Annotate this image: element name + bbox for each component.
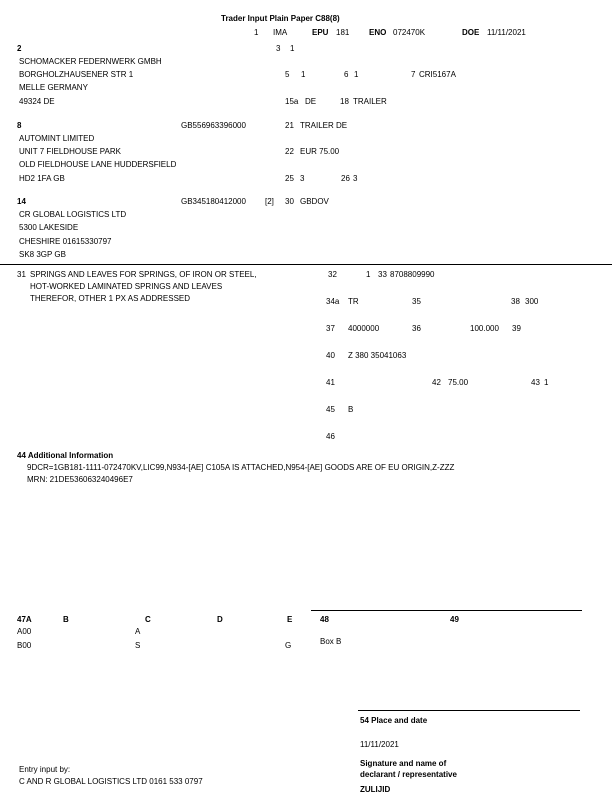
consignee-line: HD2 1FA GB <box>19 174 65 183</box>
box-36-number: 36 <box>412 324 421 333</box>
box-5-number: 5 <box>285 70 290 79</box>
box-8-number: 8 <box>17 121 22 130</box>
box-1-number: 1 <box>254 28 259 37</box>
box-41-number: 41 <box>326 378 335 387</box>
consignee-eori: GB556963396000 <box>181 121 246 130</box>
entry-input-by: C AND R GLOBAL LOGISTICS LTD 0161 533 0797 <box>19 777 203 786</box>
consignee-line: UNIT 7 FIELDHOUSE PARK <box>19 147 121 156</box>
box-2-number: 2 <box>17 44 22 53</box>
box-5-value: 1 <box>301 70 306 79</box>
box-1-value: IMA <box>273 28 288 37</box>
box-39-number: 39 <box>512 324 521 333</box>
goods-description-line: THEREFOR, OTHER 1 PX AS ADDRESSED <box>30 294 191 303</box>
declarant-line: SK8 3GP GB <box>19 250 66 259</box>
consignor-line: SCHOMACKER FEDERNWERK GMBH <box>19 57 162 66</box>
box-7-value: CRI5167A <box>419 70 456 79</box>
place-and-date-label: 54 Place and date <box>360 716 428 725</box>
box-32-number: 32 <box>328 270 337 279</box>
declarant-line: CR GLOBAL LOGISTICS LTD <box>19 210 127 219</box>
box-34a-number: 34a <box>326 297 340 306</box>
box-47-col-e: E <box>287 615 293 624</box>
additional-info-line: 9DCR=1GB181-1111-072470KV,LIC99,N934-[AE] C105A IS ATTACHED,N954-[AE] GOODS ARE OF EU ORIGIN,Z-ZZZ <box>27 463 455 472</box>
box-35-number: 35 <box>412 297 421 306</box>
box-47-col-a: 47A <box>17 615 32 624</box>
box-34a-value: TR <box>348 297 359 306</box>
tax-row-c: S <box>135 641 141 650</box>
signature-label: declarant / representative <box>360 770 457 779</box>
goods-description-line: HOT-WORKED LAMINATED SPRINGS AND LEAVES <box>30 282 223 291</box>
box-3-value: 1 <box>290 44 295 53</box>
consignor-line: BORGHOLZHAUSENER STR 1 <box>19 70 134 79</box>
box-b-label: Box B <box>320 637 342 646</box>
box-26-number: 26 <box>341 174 350 183</box>
box-25-number: 25 <box>285 174 294 183</box>
consignee-line: AUTOMINT LIMITED <box>19 134 95 143</box>
section-divider <box>0 264 612 265</box>
box-45-number: 45 <box>326 405 335 414</box>
box-37-value: 4000000 <box>348 324 380 333</box>
box-7-number: 7 <box>411 70 416 79</box>
box-47-col-d: D <box>217 615 223 624</box>
box-37-number: 37 <box>326 324 335 333</box>
box-26-value: 3 <box>353 174 358 183</box>
declarant-line: CHESHIRE 01615330797 <box>19 237 112 246</box>
eno-label: ENO <box>369 28 387 37</box>
tax-row-c: A <box>135 627 141 636</box>
box-49-number: 49 <box>450 615 459 624</box>
box-33-number: 33 <box>378 270 387 279</box>
box-48-number: 48 <box>320 615 329 624</box>
box-25-value: 3 <box>300 174 305 183</box>
page-title: Trader Input Plain Paper C88(8) <box>221 14 340 23</box>
goods-description-line: SPRINGS AND LEAVES FOR SPRINGS, OF IRON OR STEEL, <box>30 270 257 279</box>
box-43-value: 1 <box>544 378 549 387</box>
box-22-value: EUR 75.00 <box>300 147 340 156</box>
box-48-divider <box>311 610 582 611</box>
box-47-col-c: C <box>145 615 151 624</box>
additional-info-mrn: MRN: 21DE536063240496E7 <box>27 475 133 484</box>
box-40-number: 40 <box>326 351 335 360</box>
box-32-value: 1 <box>366 270 371 279</box>
box-40-value: Z 380 35041063 <box>348 351 407 360</box>
box-38-value: 300 <box>525 297 539 306</box>
box-14-number: 14 <box>17 197 26 206</box>
box-22-number: 22 <box>285 147 294 156</box>
box-46-number: 46 <box>326 432 335 441</box>
box-33-value: 8708809990 <box>390 270 435 279</box>
epu-label: EPU <box>312 28 329 37</box>
declarant-eori: GB345180412000 <box>181 197 246 206</box>
box-38-number: 38 <box>511 297 520 306</box>
box-39-prefix-value: 100.000 <box>470 324 499 333</box>
box-15a-value: DE <box>305 97 317 106</box>
consignor-line: 49324 DE <box>19 97 55 106</box>
signatory-name: ZULIJID <box>360 785 391 794</box>
box-42-value: 75.00 <box>448 378 469 387</box>
box-45-value: B <box>348 405 354 414</box>
box-6-number: 6 <box>344 70 349 79</box>
box-15a-number: 15a <box>285 97 299 106</box>
box-18-number: 18 <box>340 97 349 106</box>
box-47-col-b: B <box>63 615 69 624</box>
box-21-number: 21 <box>285 121 294 130</box>
doe-label: DOE <box>462 28 480 37</box>
tax-row-a: A00 <box>17 627 32 636</box>
box-30-value: GBDOV <box>300 197 329 206</box>
signature-label: Signature and name of <box>360 759 447 768</box>
box-42-number: 42 <box>432 378 441 387</box>
box-31-number: 31 <box>17 270 26 279</box>
box-18-value: TRAILER <box>353 97 387 106</box>
declaration-date: 11/11/2021 <box>360 740 399 749</box>
box-30-number: 30 <box>285 197 294 206</box>
epu-value: 181 <box>336 28 350 37</box>
box-21-value: TRAILER DE <box>300 121 348 130</box>
entry-input-label: Entry input by: <box>19 765 71 774</box>
box-6-value: 1 <box>354 70 359 79</box>
box-43-number: 43 <box>531 378 540 387</box>
tax-row-a: B00 <box>17 641 32 650</box>
box-54-divider <box>358 710 580 711</box>
additional-info-label: 44 Additional Information <box>17 451 114 460</box>
doe-value: 11/11/2021 <box>487 28 526 37</box>
tax-row-e: G <box>285 641 292 650</box>
box-3-number: 3 <box>276 44 281 53</box>
consignor-line: MELLE GERMANY <box>19 83 88 92</box>
consignee-line: OLD FIELDHOUSE LANE HUDDERSFIELD <box>19 160 177 169</box>
declarant-line: 5300 LAKESIDE <box>19 223 79 232</box>
declarant-status-code: [2] <box>265 197 274 206</box>
eno-value: 072470K <box>393 28 426 37</box>
